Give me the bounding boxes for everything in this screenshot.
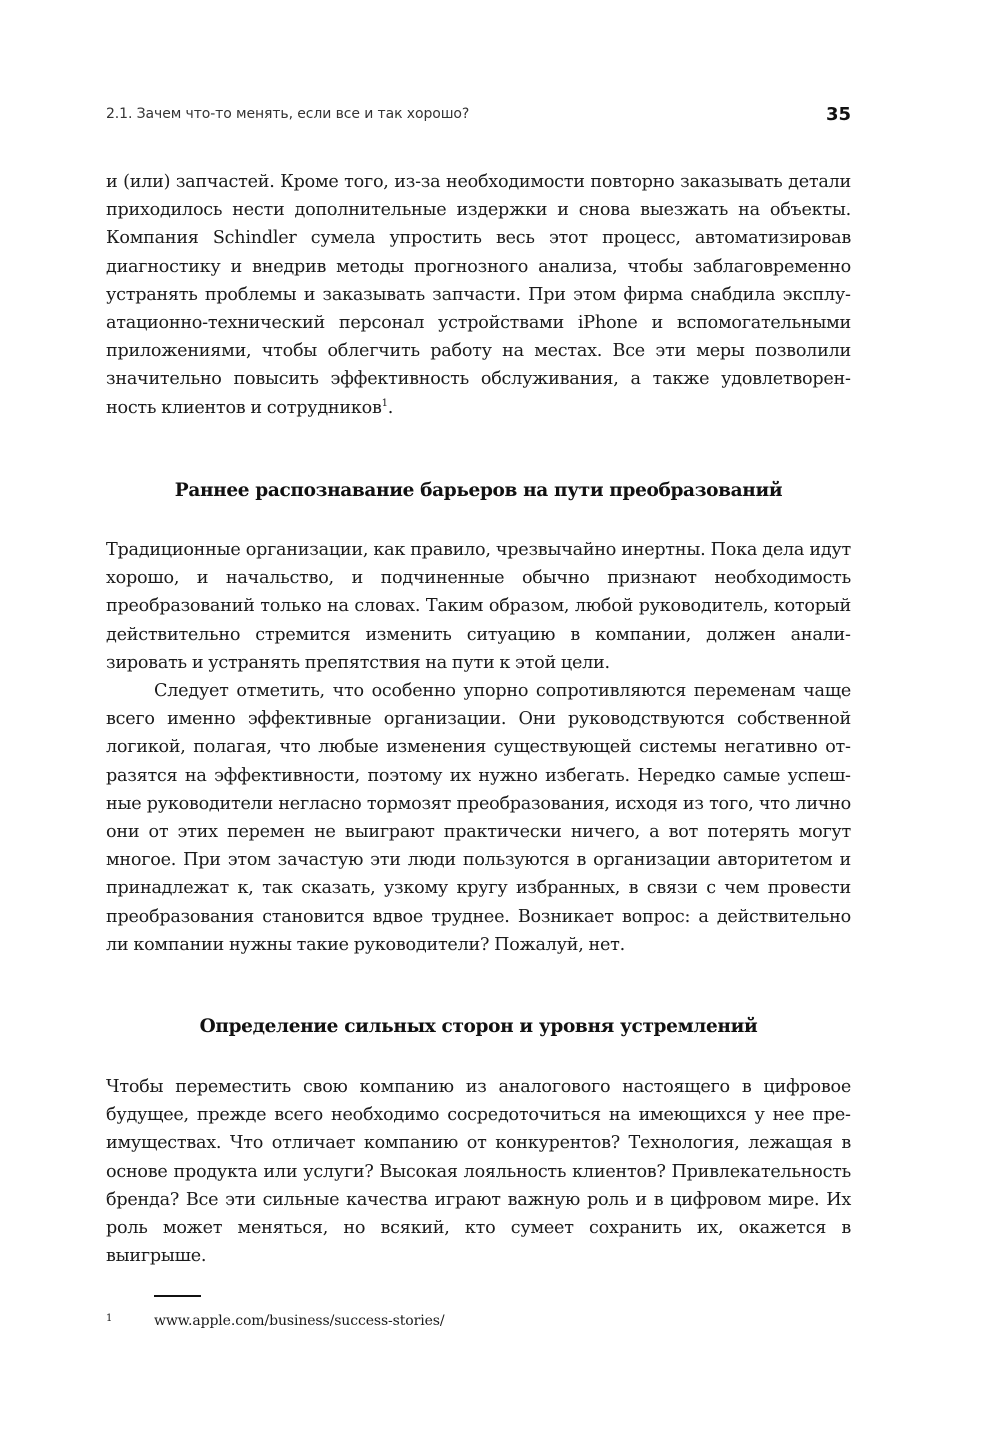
footnote-link[interactable]: www.apple.com/business/success-stories/ [154,1313,445,1329]
running-title: 2.1. Зачем что-то менять, если все и так хорошо? [106,106,470,122]
running-header [106,104,851,128]
page-number: 35 [825,104,851,125]
barriers-section [106,536,851,959]
section-heading-barriers: Раннее распознавание барьеров на пути преобразований [174,480,783,501]
footnote-divider [154,1295,201,1297]
footnote-mark: 1 [106,1313,113,1324]
intro-section [106,168,851,422]
paragraph-text: и (или) запчастей. Кроме того, из-за необходимости повторно заказывать детали приходилось нести дополнительные издержки и снова выезжать на объекты. Компания Schindler сумела упростить весь этот процесс, автоматизировав диагностику и внедрив методы прогнозного анализа, чтобы заблаговременно устранять проблемы и заказывать запчасти. При этом фирма снабдила эксплуатационно-технический персонал устройствами iPhone и вспомогательными приложениями, чтобы облегчить работу на местах. Все эти меры позволили значительно повысить эффективность обслуживания, а также удовлетворенность клиентов и сотрудников [106,172,851,418]
footnote-reference[interactable]: 1 [381,397,388,409]
strengths-section [106,1073,851,1270]
body-paragraph [106,168,851,422]
body-paragraph: Следует отметить, что особенно упорно сопротивляются переменам чаще всего именно эффективные организации. Они руководствуются собственной логикой, полагая, что любые изменения существующей системы негативно отразятся на эффективности, поэтому их нужно избегать. Нередко самые успешные руководители негласно тормозят преобразования, исходя из того, что лично они от этих перемен не выиграют практически ничего, а вот потерять могут многое. При этом зачастую эти люди пользуются в организации авторитетом и принадлежат к, так сказать, узкому кругу избранных, в связи с чем провести преобразования становится вдвое труднее. Возникает вопрос: а действительно ли компании нужны такие руководители? Пожалуй, нет. [106,681,851,955]
paragraph-end: . [387,397,394,418]
body-paragraph: Чтобы переместить свою компанию из аналогового настоящего в цифровое будущее, прежде всего необходимо сосредоточиться на имеющихся у нее преимуществах. Что отличает компанию от конкурентов? Технология, лежащая в основе продукта или услуги? Высокая лояльность клиентов? Привлекательность бренда? Все эти сильные качества играют важную роль и в цифровом мире. Их роль может меняться, но всякий, кто сумеет сохранить их, окажется в выигрыше. [106,1077,851,1267]
body-paragraph: Традиционные организации, как правило, чрезвычайно инертны. Пока дела идут хорошо, и начальство, и подчиненные обычно признают необходимость преобразований только на словах. Таким образом, любой руководитель, который действительно стремится изменить ситуацию в компании, должен анализировать и устранять препятствия на пути к этой цели. [106,540,851,673]
section-heading-strengths: Определение сильных сторон и уровня устремлений [199,1016,758,1037]
